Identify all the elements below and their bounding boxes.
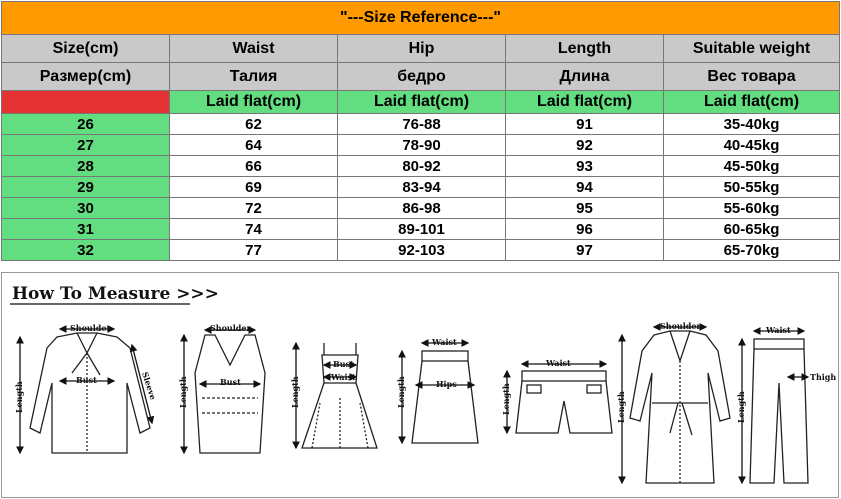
table-cell: 80-92 [338,156,506,177]
header-cell: Талия [170,63,338,91]
waist-label: Waist [766,325,791,335]
red-marker-cell [2,91,170,114]
table-row [2,156,840,177]
table-cell: 60-65kg [664,219,840,240]
garment-illustrations [2,273,838,497]
table-row [2,177,840,198]
skirt-icon [402,343,478,443]
table-cell: 69 [170,177,338,198]
header-cell: Hip [338,35,506,63]
sleeve-label: Sleeve [140,370,159,401]
header-row-ru [2,63,840,91]
shorts-icon [507,364,612,433]
size-cell: 30 [2,198,170,219]
header-cell: Размер(cm) [2,63,170,91]
table-cell: 65-70kg [664,240,840,261]
laid-flat-cell: Laid flat(cm) [506,91,664,114]
table-cell: 50-55kg [664,177,840,198]
shoulder-label: Shoulder [210,323,251,333]
thigh-label: Thigh [810,372,837,382]
laid-flat-cell: Laid flat(cm) [664,91,840,114]
hips-label: Hips [436,379,457,389]
header-cell: Size(cm) [2,35,170,63]
length-label: Length [616,391,626,423]
size-cell: 29 [2,177,170,198]
header-cell: Длина [506,63,664,91]
waist-label: Waist [546,358,571,368]
table-cell: 93 [506,156,664,177]
waist-label: Waist [432,337,457,347]
laid-flat-cell: Laid flat(cm) [338,91,506,114]
table-cell: 40-45kg [664,135,840,156]
table-cell: 86-98 [338,198,506,219]
length-label: Length [178,376,188,408]
header-cell: Suitable weight [664,35,840,63]
how-to-measure-text: How To Measure [12,284,171,304]
bust-label: Bust [333,359,354,369]
header-cell: Вес товара [664,63,840,91]
header-cell: Waist [170,35,338,63]
tank-top-icon [184,330,265,453]
table-cell: 66 [170,156,338,177]
table-row [2,198,840,219]
size-cell: 26 [2,114,170,135]
table-row [2,240,840,261]
length-label: Length [736,391,746,423]
blouse-icon [20,329,152,453]
table-cell: 92 [506,135,664,156]
bust-label: Bust [76,375,97,385]
table-cell: 92-103 [338,240,506,261]
size-cell: 27 [2,135,170,156]
length-label: Length [290,376,300,408]
table-cell: 72 [170,198,338,219]
arrows-icon: >>> [176,284,219,304]
trousers-icon [742,331,808,483]
table-cell: 74 [170,219,338,240]
shoulder-label: Shoulder [70,323,111,333]
length-label: Length [396,376,406,408]
table-cell: 64 [170,135,338,156]
length-label: Length [501,383,511,415]
how-to-measure-panel [1,272,839,498]
header-row-en [2,35,840,63]
table-cell: 96 [506,219,664,240]
laid-flat-row [2,91,840,114]
table-cell: 77 [170,240,338,261]
table-cell: 83-94 [338,177,506,198]
shoulder-label: Shoulder [660,321,701,331]
table-cell: 95 [506,198,664,219]
table-cell: 97 [506,240,664,261]
table-row [2,219,840,240]
table-cell: 35-40kg [664,114,840,135]
header-cell: Length [506,35,664,63]
table-cell: 89-101 [338,219,506,240]
table-cell: 78-90 [338,135,506,156]
length-label: Length [14,381,24,413]
table-cell: 55-60kg [664,198,840,219]
size-reference-table [1,1,840,261]
size-cell: 32 [2,240,170,261]
table-cell: 91 [506,114,664,135]
waist-label: Waist [331,372,356,382]
bust-label: Bust [220,377,241,387]
table-cell: 76-88 [338,114,506,135]
table-cell: 62 [170,114,338,135]
coat-dress-icon [622,327,730,483]
table-cell: 94 [506,177,664,198]
table-row [2,114,840,135]
table-cell: 45-50kg [664,156,840,177]
size-cell: 28 [2,156,170,177]
table-row [2,135,840,156]
laid-flat-cell: Laid flat(cm) [170,91,338,114]
size-cell: 31 [2,219,170,240]
table-title: "---Size Reference---" [2,2,840,35]
header-cell: бедро [338,63,506,91]
